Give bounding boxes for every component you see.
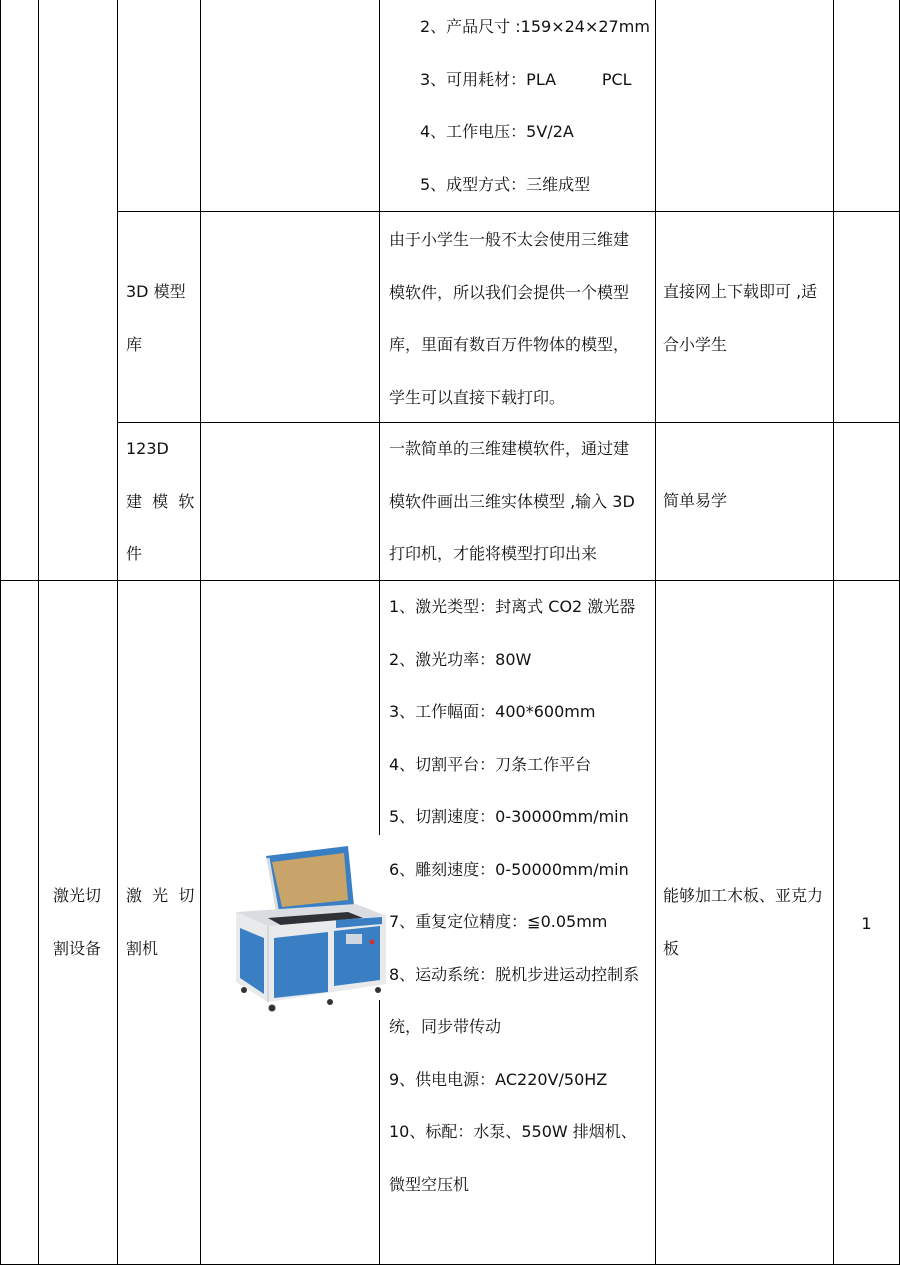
param-line: 1、激光类型：封离式 CO2 激光器 bbox=[389, 597, 636, 616]
product-name-line: 激 光 切 bbox=[126, 886, 195, 905]
param-line: 3、可用耗材：PLA PCL bbox=[420, 69, 632, 89]
row4-category bbox=[53, 888, 101, 993]
param-line: 7、重复定位精度：≦0.05mm bbox=[389, 912, 608, 931]
note-line: 能够加工木板、亚克力 bbox=[663, 886, 824, 905]
row4-notes bbox=[663, 888, 823, 993]
param-line: 2、产品尺寸 :159×24×27mm bbox=[420, 17, 650, 36]
param-line: 2、激光功率：80W bbox=[389, 649, 532, 669]
param-line: 打印机，才能将模型打印出来 bbox=[389, 544, 598, 563]
row3-name bbox=[126, 441, 194, 599]
param-line: 9、供电电源：AC220V/50HZ bbox=[389, 1069, 608, 1089]
row2-params bbox=[389, 232, 629, 442]
param-line: 模软件画出三维实体模型 ,输入 3D bbox=[389, 491, 635, 511]
row4-params bbox=[389, 599, 639, 1229]
note-line: 直接网上下载即可 ,适 bbox=[663, 282, 818, 301]
row3-params bbox=[389, 441, 635, 599]
quantity-value: 1 bbox=[861, 914, 872, 933]
param-line: 10、标配：水泵、550W 排烟机、 bbox=[389, 1122, 637, 1141]
table-border-left bbox=[0, 0, 1, 1265]
param-line: 3、工作幅面：400*600mm bbox=[389, 702, 596, 721]
note-line: 合小学生 bbox=[663, 334, 728, 354]
param-line: 一款简单的三维建模软件，通过建 bbox=[389, 439, 630, 458]
column-divider bbox=[379, 0, 380, 835]
row4-name bbox=[126, 888, 194, 993]
param-line: 统，同步带传动 bbox=[389, 1017, 502, 1036]
category-line: 割设备 bbox=[53, 938, 102, 958]
column-divider bbox=[200, 0, 201, 1265]
row1-params bbox=[420, 19, 650, 229]
param-line: 6、雕刻速度：0-50000mm/min bbox=[389, 859, 629, 879]
column-divider bbox=[379, 1000, 380, 1265]
column-divider bbox=[833, 0, 834, 1265]
param-line: 模软件，所以我们会提供一个模型 bbox=[389, 282, 630, 302]
column-divider bbox=[117, 0, 118, 1265]
param-line: 4、切割平台：刀条工作平台 bbox=[389, 754, 592, 774]
product-name-line: 3D 模型 bbox=[126, 282, 186, 301]
product-name-line: 建 模 软 bbox=[126, 491, 195, 511]
product-name-line: 库 bbox=[126, 334, 143, 354]
category-line: 激光切 bbox=[53, 886, 102, 905]
row2-name bbox=[126, 284, 186, 389]
param-line: 微型空压机 bbox=[389, 1174, 470, 1194]
column-divider bbox=[38, 0, 39, 1265]
column-divider bbox=[655, 0, 656, 1265]
laser-cutter-machine-icon bbox=[228, 842, 388, 1014]
note-line: 板 bbox=[663, 938, 680, 958]
row3-notes bbox=[663, 493, 727, 546]
param-line: 5、成型方式：三维成型 bbox=[420, 174, 591, 194]
product-name-line: 割机 bbox=[126, 938, 159, 958]
param-line: 5、切割速度：0-30000mm/min bbox=[389, 807, 629, 826]
row2-notes bbox=[663, 284, 817, 389]
product-name-line: 123D bbox=[126, 439, 169, 458]
param-line: 库，里面有数百万件物体的模型， bbox=[389, 335, 630, 354]
param-line: 4、工作电压：5V/2A bbox=[420, 122, 574, 141]
param-line: 学生可以直接下载打印。 bbox=[389, 387, 566, 407]
product-name-line: 件 bbox=[126, 544, 143, 563]
param-line: 8、运动系统：脱机步进运动控制系 bbox=[389, 964, 640, 984]
param-line: 由于小学生一般不太会使用三维建 bbox=[389, 230, 630, 249]
laser-cutter-machine-image bbox=[228, 842, 388, 1014]
note-line: 简单易学 bbox=[663, 491, 728, 510]
